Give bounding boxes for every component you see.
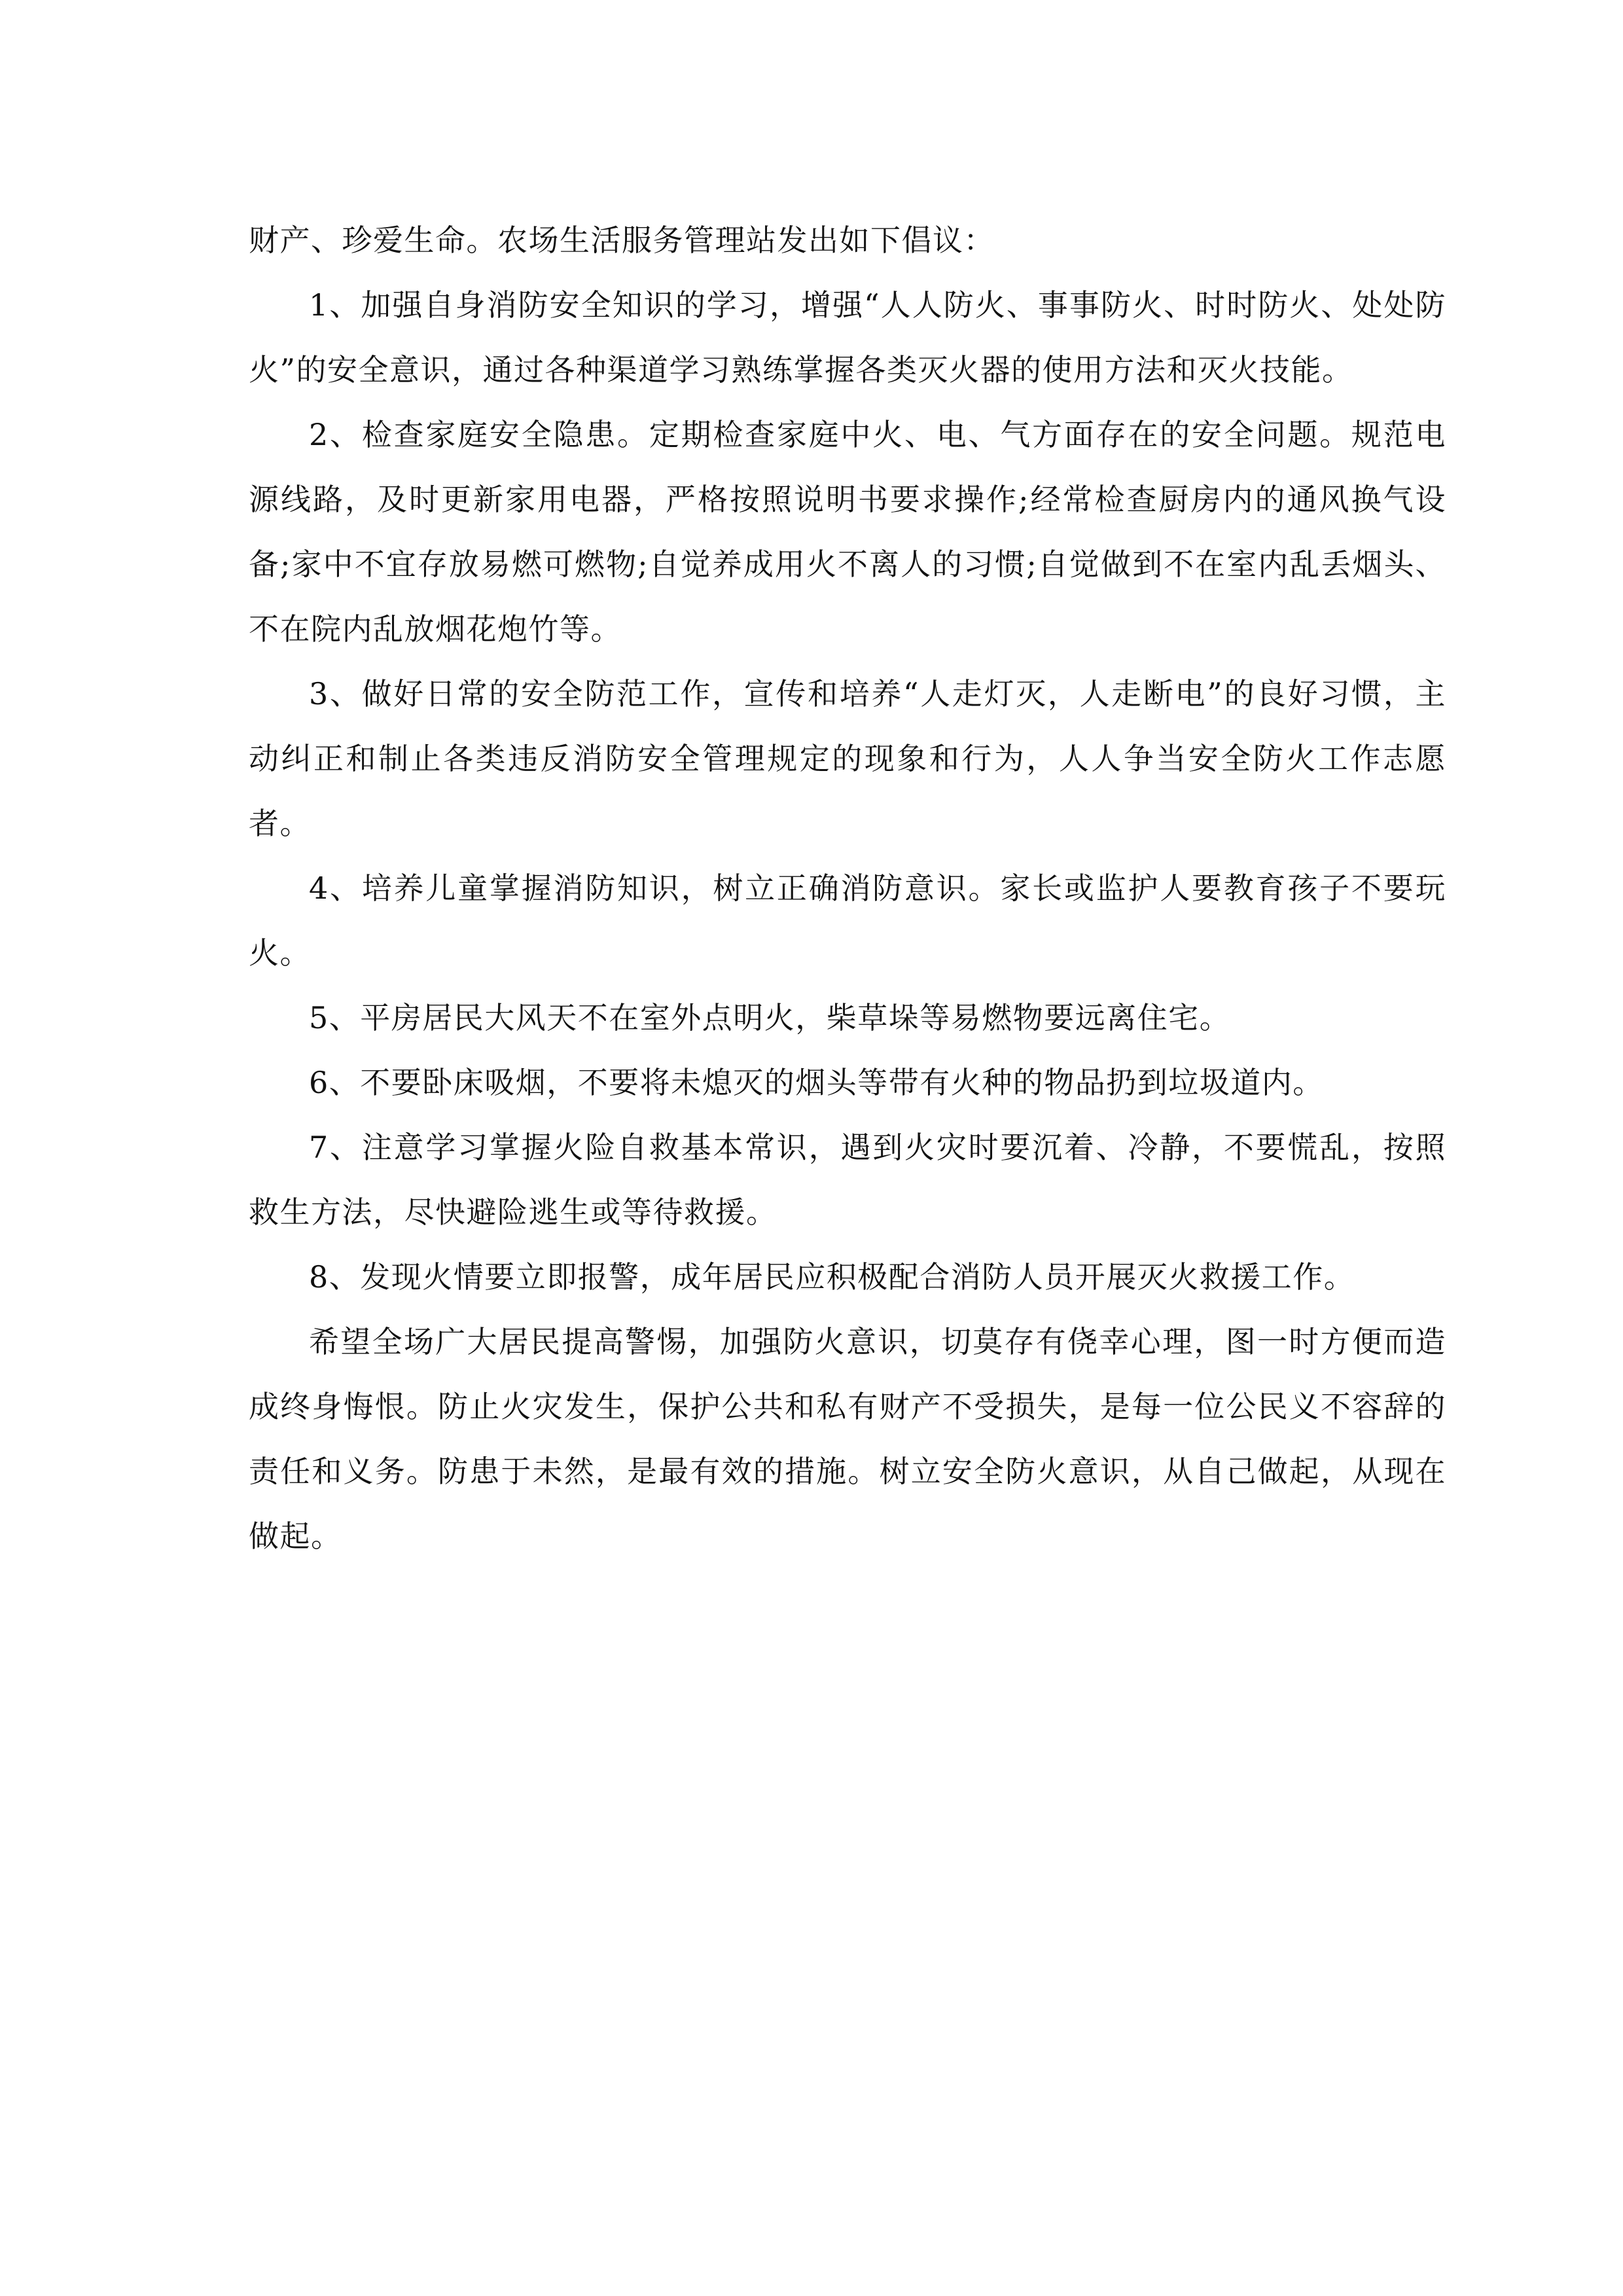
paragraph-item-3: 3、做好日常的安全防范工作，宣传和培养“人走灯灭，人走断电”的良好习惯，主动纠正和制止各类违反消防安全管理规定的现象和行为，人人争当安全防火工作志愿者。: [249, 676, 1446, 841]
paragraph-item-7: 7、注意学习掌握火险自救基本常识，遇到火灾时要沉着、冷静，不要慌乱，按照救生方法，尽快避险逃生或等待救援。: [249, 1130, 1446, 1230]
paragraph-item-5: 5、平房居民大风天不在室外点明火，柴草垛等易燃物要远离住宅。: [309, 1000, 1231, 1035]
paragraph-item-2: 2、检查家庭安全隐患。定期检查家庭中火、电、气方面存在的安全问题。规范电源线路，及时更新家用电器，严格按照说明书要求操作;经常检查厨房内的通风换气设备;家中不宜存放易燃可燃物;自觉养成用火不离人的习惯;自觉做到不在室内乱丢烟头、不在院内乱放烟花炮竹等。: [249, 417, 1446, 647]
paragraph-item-8: 8、发现火情要立即报警，成年居民应积极配合消防人员开展灭火救援工作。: [309, 1259, 1355, 1295]
document-body: [249, 208, 1446, 1569]
paragraph-item-6: 6、不要卧床吸烟，不要将未熄灭的烟头等带有火种的物品扔到垃圾道内。: [309, 1065, 1324, 1100]
paragraph-item-1: 1、加强自身消防安全知识的学习，增强“人人防火、事事防火、时时防火、处处防火”的安全意识，通过各种渠道学习熟练掌握各类灭火器的使用方法和灭火技能。: [249, 287, 1446, 387]
paragraph-intro-continuation: 财产、珍爱生命。农场生活服务管理站发出如下倡议：: [249, 223, 995, 258]
paragraph-closing: 希望全场广大居民提高警惕，加强防火意识，切莫存有侥幸心理，图一时方便而造成终身悔恨。防止火灾发生，保护公共和私有财产不受损失，是每一位公民义不容辞的责任和义务。防患于未然，是最有效的措施。树立安全防火意识，从自己做起，从现在做起。: [249, 1324, 1446, 1554]
paragraph-item-4: 4、培养儿童掌握消防知识，树立正确消防意识。家长或监护人要教育孩子不要玩火。: [249, 870, 1446, 971]
